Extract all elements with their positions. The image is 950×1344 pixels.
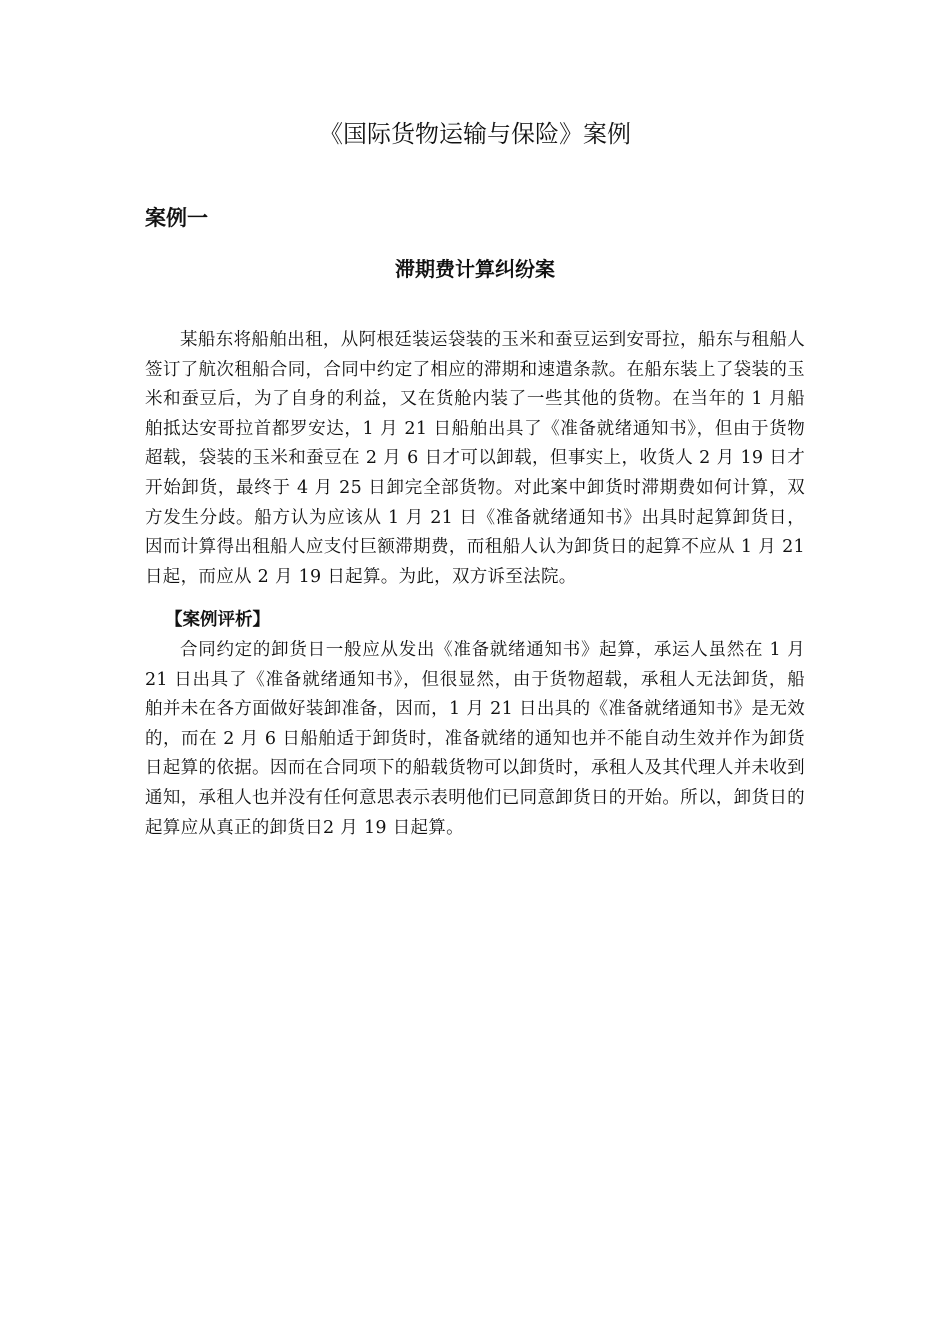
analysis-paragraph: 合同约定的卸货日一般应从发出《准备就绪通知书》起算，承运人虽然在 1 月 21 日出具了《准备就绪通知书》，但很显然，由于货物超载，承租人无法卸货，船舶并未在各方面做好装卸准备，因而，1 月 21 日出具的《准备就绪通知书》是无效的，而在 2 月 6 日船舶适于卸货时，准备就绪的通知也并不能自动生效并作为卸货日起算的依据。因而在合同项下的船载货物可以卸货时，承租人及其代理人并未收到通知，承租人也并没有任何意思表示表明他们已同意卸货日的开始。所以，卸货日的起算应从真正的卸货日2 月 19 日起算。 xyxy=(145,640,805,838)
analysis-heading: 【案例评析】 xyxy=(165,610,270,630)
case-title: 滞期费计算纠纷案 xyxy=(395,257,555,281)
case-description-paragraph: 某船东将船舶出租，从阿根廷装运袋装的玉米和蚕豆运到安哥拉，船东与租船人签订了航次租船合同，合同中约定了相应的滞期和速遣条款。在船东装上了袋装的玉米和蚕豆后，为了自身的利益，又在货舱内装了一些其他的货物。在当年的 1 月船舶抵达安哥拉首都罗安达，1 月 21 日船舶出具了《准备就绪通知书》，但由于货物超载，袋装的玉米和蚕豆在 2 月 6 日才可以卸载，但事实上，收货人 2 月 19 日才开始卸货，最终于 4 月 25 日卸完全部货物。对此案中卸货时滞期费如何计算，双方发生分歧。船方认为应该从 1 月 21 日《准备就绪通知书》出具时起算卸货日，因而计算得出租船人应支付巨额滞期费，而租船人认为卸货日的起算不应从 1 月 21 日起，而应从 2 月 19 日起算。为此，双方诉至法院。 xyxy=(145,330,805,587)
document-title: 《国际货物运输与保险》案例 xyxy=(319,120,631,148)
case-label: 案例一 xyxy=(145,206,208,230)
